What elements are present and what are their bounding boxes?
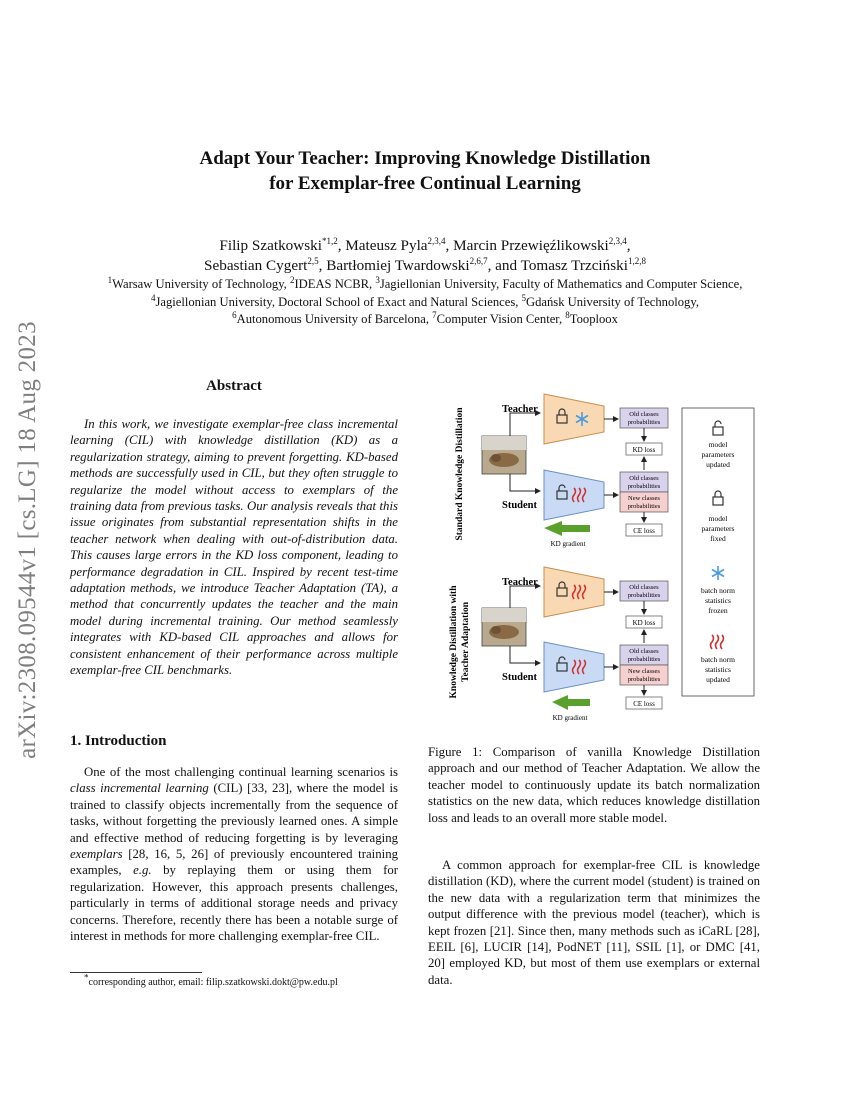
teacher-label: Teacher	[502, 577, 538, 588]
teacher-label: Teacher	[502, 404, 538, 415]
svg-text:KD loss: KD loss	[632, 619, 656, 627]
kd-gradient-arrow	[544, 521, 590, 536]
abstract-heading: Abstract	[206, 378, 262, 394]
paper-title	[0, 146, 850, 196]
svg-text:updated: updated	[706, 460, 730, 469]
svg-text:Old classes: Old classes	[629, 584, 659, 591]
svg-text:probabilities: probabilities	[627, 592, 661, 599]
footnote-rule	[70, 972, 202, 973]
right-column-paragraph: A common approach for exemplar-free CIL is knowledge distillation (KD), where the current model (student) is trained on the new data with a regularization term that minimizes the output difference with the previous model (teacher), which is kept frozen [21]. Since then, many methods such as iCaRL [28], EEIL [6], LUCIR [14], PodNET [11], SSIL [1], or DMC [41, 20] employed KD, but most of them use exemplars or external data.	[428, 858, 760, 987]
figure-caption: Figure 1: Comparison of vanilla Knowledge Distillation approach and our method of Teacher Adaptation. We allow the teacher model to continuously update its batch normalization statistics on the new data, which reduces knowledge distillation loss and leads to an overall more stable model.	[428, 745, 760, 825]
panel2-label-line2: Teacher Adaptation	[461, 602, 471, 682]
author-name: Filip Szatkowski	[219, 237, 322, 254]
svg-text:probabilities: probabilities	[627, 676, 661, 683]
author-name: Mateusz Pyla	[345, 237, 428, 254]
svg-text:CE loss: CE loss	[633, 700, 655, 708]
svg-text:KD gradient: KD gradient	[552, 714, 588, 722]
svg-text:Old classes: Old classes	[629, 648, 659, 655]
svg-text:parameters: parameters	[701, 524, 735, 533]
svg-text:CE loss: CE loss	[633, 527, 655, 535]
author-name: Sebastian Cygert	[204, 257, 308, 274]
svg-text:statistics: statistics	[705, 596, 731, 605]
svg-text:updated: updated	[706, 675, 730, 684]
intro-heading: 1. Introduction	[70, 733, 167, 749]
title-line-1: Adapt Your Teacher: Improving Knowledge Distillation	[199, 148, 651, 169]
svg-text:probabilities: probabilities	[627, 656, 661, 663]
panel2-label-line1: Knowledge Distillation with	[449, 585, 459, 699]
figure-legend	[682, 408, 754, 696]
author-name: Bartłomiej Twardowski	[326, 257, 470, 274]
student-label: Student	[502, 672, 538, 683]
svg-text:KD gradient: KD gradient	[550, 540, 586, 548]
panel-standard-kd	[482, 394, 668, 548]
title-line-2: for Exemplar-free Continual Learning	[269, 173, 581, 194]
svg-text:parameters: parameters	[701, 450, 735, 459]
panel-teacher-adaptation	[482, 567, 668, 722]
arxiv-id: arXiv:2308.09544v1 [cs.LG] 18 Aug 2023	[14, 321, 41, 759]
svg-text:batch norm: batch norm	[701, 655, 735, 664]
svg-text:batch norm: batch norm	[701, 586, 735, 595]
svg-text:probabilities: probabilities	[627, 419, 661, 426]
svg-text:Old classes: Old classes	[629, 475, 659, 482]
intro-paragraph: One of the most challenging continual learning scenarios is class incremental learning (CIL) [33, 23], where the model is trained to classify objects incrementally from the sequence of tasks, without forgetting the previously learned ones. A simple and effective method of reducing forgetting is by leveraging exemplars [28, 16, 5, 26] of previously encountered training examples, e.g. by replaying them or using them for regularization. However, this approach presents challenges, particularly in terms of additional storage needs and privacy concerns. Therefore, recently there has been a notable surge of interest in methods for more challenging exemplar-free CIL.	[70, 765, 398, 944]
svg-text:probabilities: probabilities	[627, 483, 661, 490]
svg-text:fixed: fixed	[710, 534, 726, 543]
teacher-network	[544, 394, 604, 444]
svg-text:probabilities: probabilities	[627, 503, 661, 510]
kd-gradient-arrow	[552, 695, 590, 710]
svg-text:model: model	[708, 514, 728, 523]
svg-text:Old classes: Old classes	[629, 411, 659, 418]
svg-text:KD loss: KD loss	[632, 446, 656, 454]
input-image	[482, 436, 526, 474]
arxiv-stamp	[8, 290, 48, 790]
author-name: Marcin Przewięźlikowski	[453, 237, 609, 254]
author-name: Tomasz Trzciński	[520, 257, 628, 274]
svg-text:frozen: frozen	[708, 606, 728, 615]
author-list: Filip Szatkowski$^{*1,2}$, Mateusz Pyla$^{2,3,4}$, Marcin Przewięźlikowski$^{2,3,4}$, Sebastian Cygert$^{2,5}$, Bartłomiej Twardowski$^{2,6,7}$, and Tomasz Trzciński$^{1,2,8}$	[204, 235, 646, 274]
affiliations: $^1$Warsaw University of Technology, $^2$IDEAS NCBR, $^3$Jagiellonian University, Faculty of Mathematics and Computer Science, $^4$Jagiellonian University, Doctoral School of Exact and Natural Sciences, $^5$Gdańsk University of Technology, $^6$Autonomous University of Barcelona, $^7$Computer Vision Center, $^8$Tooploox	[107, 274, 743, 326]
svg-text:statistics: statistics	[705, 665, 731, 674]
abstract-text: In this work, we investigate exemplar-free class incremental learning (CIL) with knowledge distillation (KD) as a regularization strategy, aiming to prevent forgetting. KD-based methods are successfully used in CIL, but they often struggle to regularize the model without access to exemplars of the training data from previous tasks. Our analysis reveals that this issue originates from substantial representation shifts in the teacher network when dealing with out-of-distribution data. This causes large errors in the KD loss component, leading to performance degradation in CIL. Inspired by recent test-time adaptation methods, we introduce Teacher Adaptation (TA), a method that concurrently updates the teacher and the main model during incremental training. Our method seamlessly integrates with KD-based CIL approaches and allows for consistent enhancement of their performance across multiple exemplar-free CIL benchmarks.	[70, 417, 398, 678]
input-image	[482, 608, 526, 646]
figure-1	[440, 388, 760, 728]
panel1-label: Standard Knowledge Distillation	[455, 407, 465, 541]
svg-text:model: model	[708, 440, 728, 449]
student-label: Student	[502, 500, 538, 511]
svg-text:New classes: New classes	[628, 495, 660, 502]
footnote: *corresponding author, email: filip.szatkowski.dokt@pw.edu.pl	[84, 972, 338, 988]
svg-text:New classes: New classes	[628, 668, 660, 675]
